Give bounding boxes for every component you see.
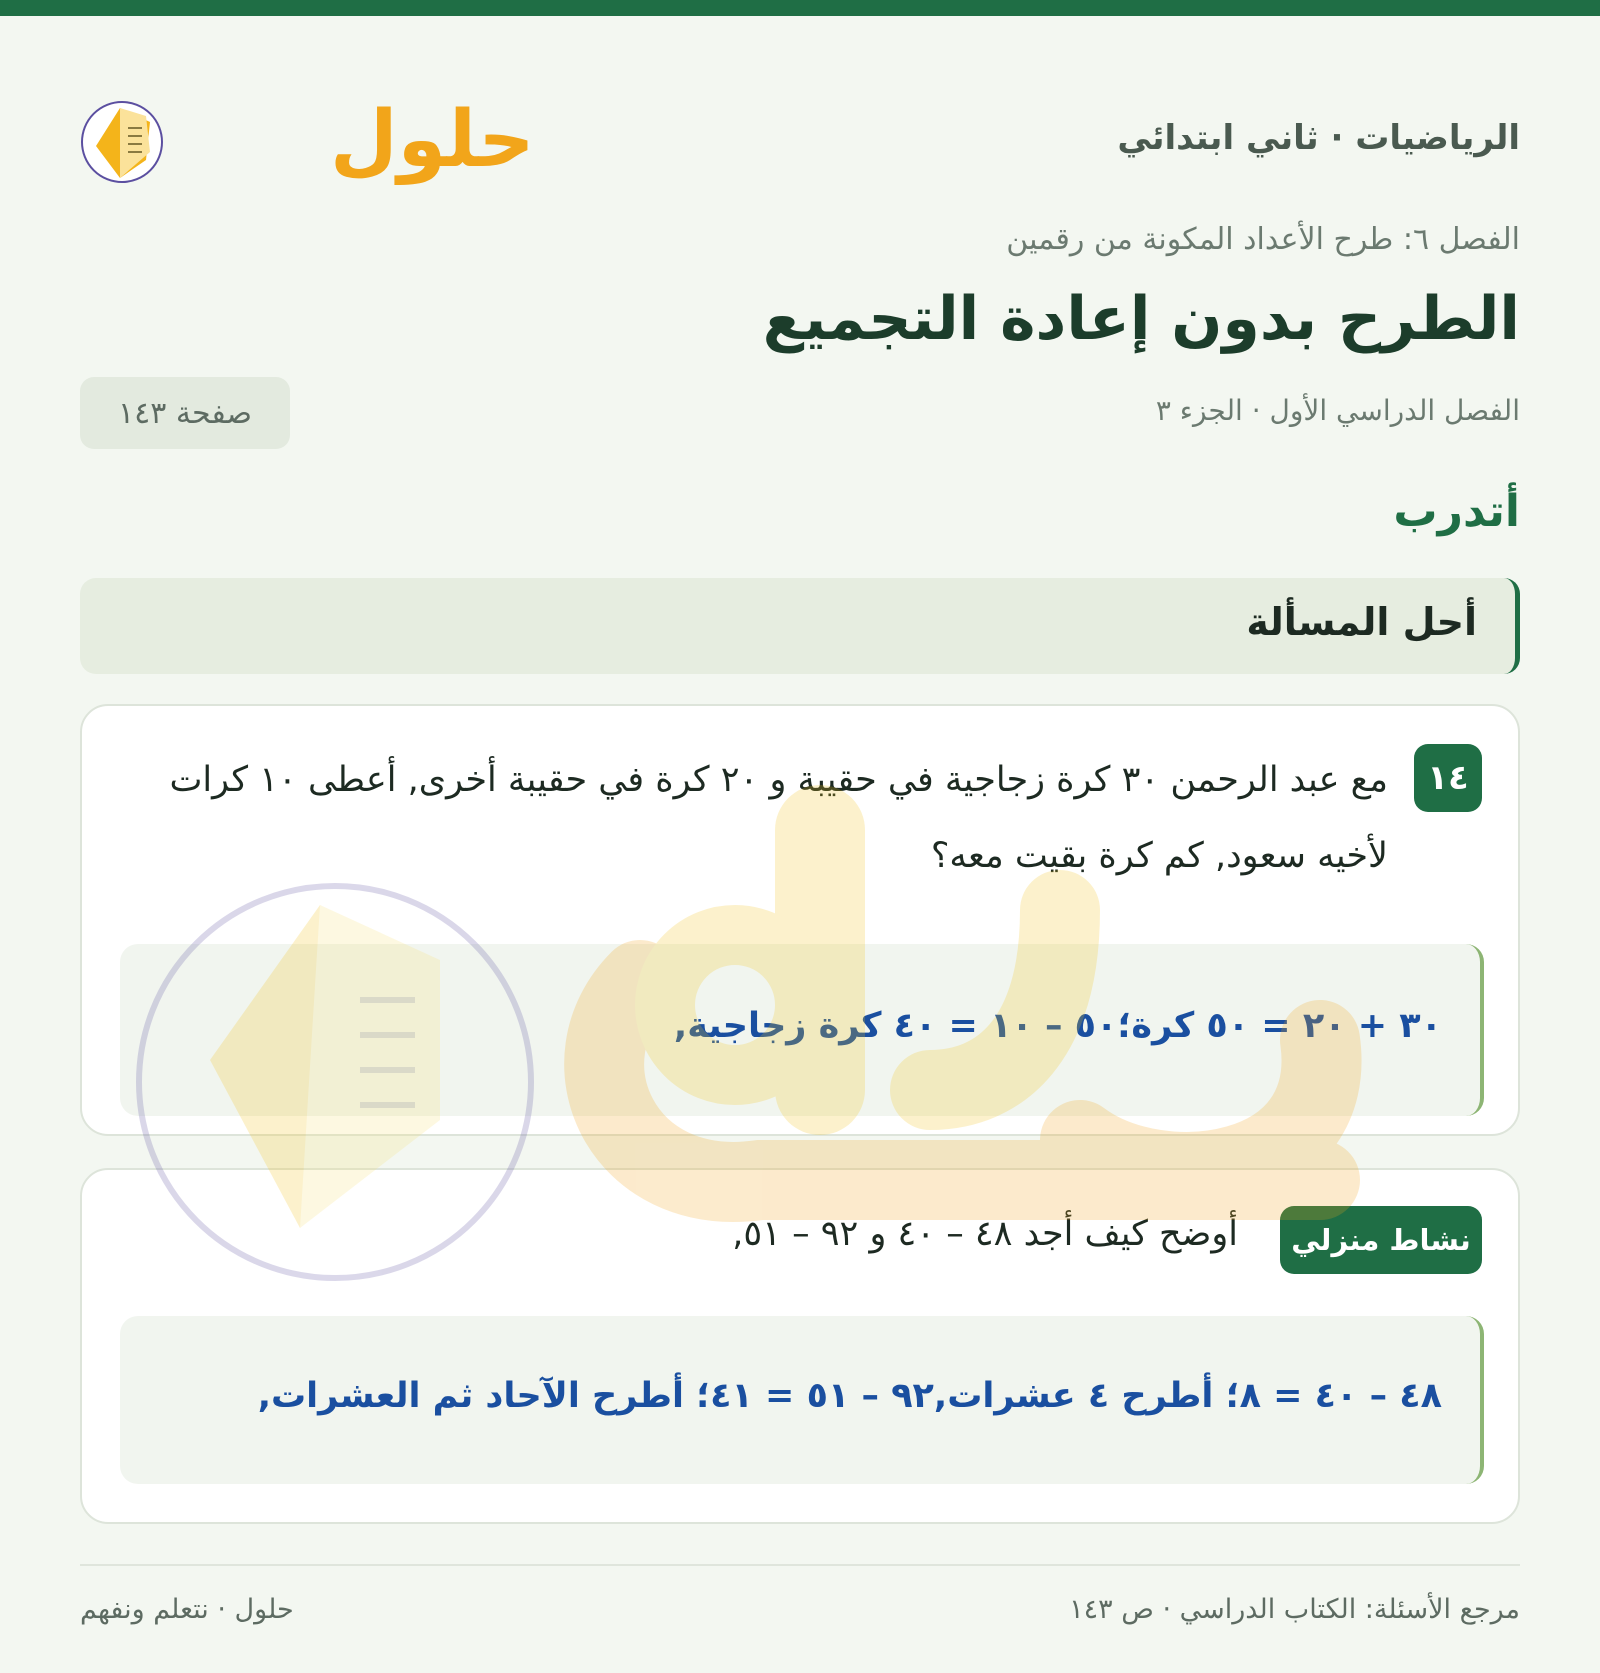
home-activity-card [80, 1168, 1520, 1524]
footer-divider [80, 1564, 1520, 1566]
footer-reference: مرجع الأسئلة: الكتاب الدراسي · ص ١٤٣ [1069, 1594, 1520, 1625]
term-label: الفصل الدراسي الأول · الجزء ٣ [1155, 394, 1520, 427]
page-number-badge: صفحة ١٤٣ [80, 377, 290, 449]
chapter-title: الفصل ٦: طرح الأعداد المكونة من رقمين [1006, 222, 1520, 257]
subsection-header [80, 578, 1520, 674]
question-card [80, 704, 1520, 1136]
question-text: مع عبد الرحمن ٣٠ كرة زجاجية في حقيبة و ٢٠ كرة في حقيبة أخرى, أعطى ١٠ كرات لأخيه سعود, كم كرة بقيت معه؟ [169, 760, 1388, 876]
top-accent-bar [0, 0, 1600, 16]
answer-text: ٣٠ + ٢٠ = ٥٠ كرة؛٥٠ – ١٠ = ٤٠ كرة زجاجية, [673, 1006, 1442, 1046]
question-number-badge: ١٤ [1414, 744, 1482, 812]
footer-brand: حلول · نتعلم ونفهم [80, 1594, 294, 1625]
answer-text: ٤٨ – ٤٠ = ٨؛ أطرح ٤ عشرات,٩٢ – ٥١ = ٤١؛ أطرح الآحاد ثم العشرات, [257, 1376, 1442, 1416]
page [80, 16, 1520, 1673]
subject-label: الرياضيات · ثاني ابتدائي [1117, 118, 1520, 158]
home-activity-badge: نشاط منزلي [1280, 1206, 1482, 1274]
hulul-logo[interactable] [80, 86, 535, 196]
lesson-title: الطرح بدون إعادة التجميع [762, 284, 1520, 354]
question-text: أوضح كيف أجد ٤٨ – ٤٠ و ٩٢ – ٥١, [732, 1214, 1238, 1254]
page-header [80, 86, 1520, 196]
logo-text: حلول [330, 95, 535, 185]
section-title: أتدرب [1393, 486, 1520, 537]
answer-box [120, 944, 1484, 1116]
answer-box [120, 1316, 1484, 1484]
subsection-title: أحل المسألة [1246, 600, 1477, 644]
